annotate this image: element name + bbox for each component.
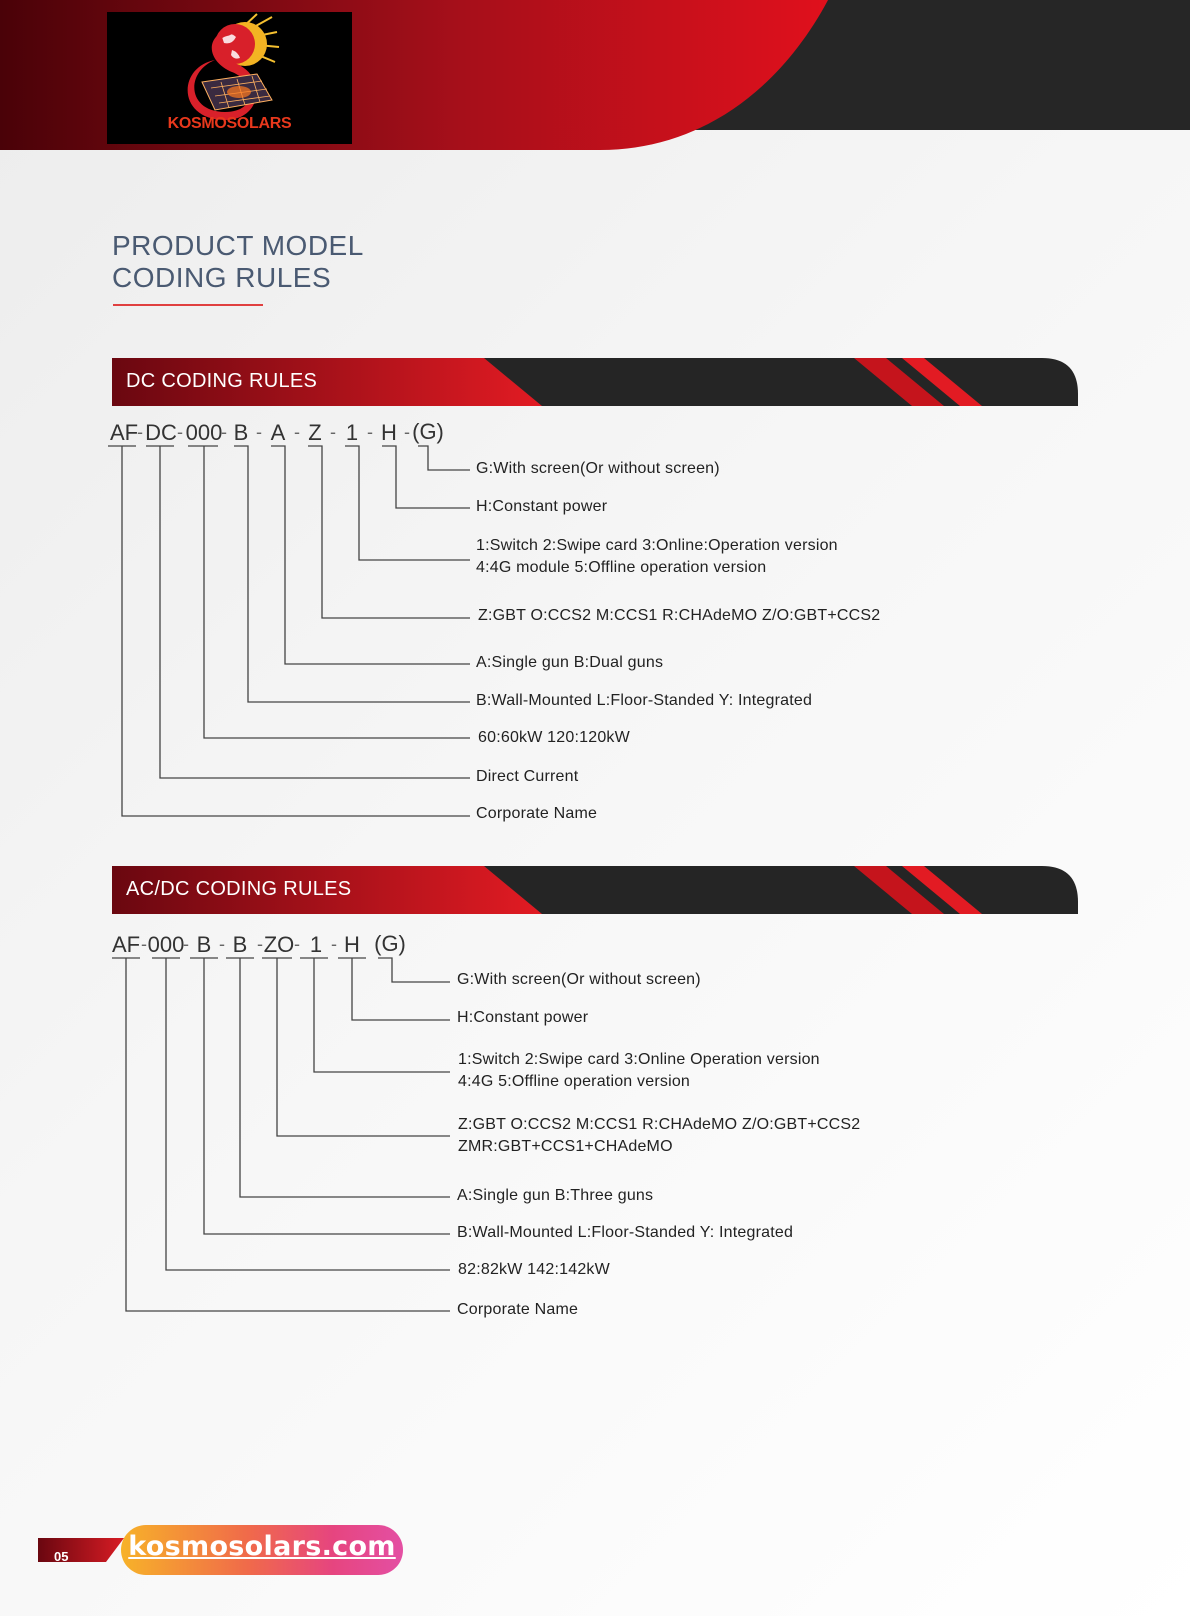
acdc-desc-screen: G:With screen(Or without screen) [457, 971, 701, 988]
acdc-segment-screen: (G) [374, 931, 406, 956]
acdc-separator: - [183, 934, 189, 954]
dc-banner-label: DC CODING RULES [126, 370, 318, 392]
dc-separator: - [137, 422, 143, 442]
acdc-segment-power: 000 [147, 932, 185, 957]
acdc-desc-version: 1:Switch 2:Swipe card 3:Online Operation version 4:4G 5:Offline operation version [458, 1051, 820, 1090]
acdc-line-1 [300, 958, 450, 1072]
acdc-separator: - [257, 934, 263, 954]
page-title: PRODUCT MODEL CODING RULES [112, 230, 364, 293]
acdc-separator: - [141, 934, 147, 954]
acdc-desc-standard: Z:GBT O:CCS2 M:CCS1 R:CHAdeMO Z/O:GBT+CCS2 ZMR:GBT+CCS1+CHAdeMO [458, 1116, 861, 1155]
dc-segment-standard: Z [308, 420, 322, 445]
acdc-separator: - [219, 934, 225, 954]
dc-desc-gun: A:Single gun B:Dual guns [476, 654, 664, 671]
dc-desc-standard: Z:GBT O:CCS2 M:CCS1 R:CHAdeMO Z/O:GBT+CCS2 [478, 607, 881, 624]
acdc-banner-label: AC/DC CODING RULES [126, 878, 352, 900]
acdc-desc-gun: A:Single gun B:Three guns [457, 1187, 654, 1204]
acdc-line-b2 [226, 958, 450, 1197]
website-badge [121, 1525, 403, 1575]
dc-separator: - [177, 422, 183, 442]
dc-separator: - [404, 422, 410, 442]
acdc-desc-constant-power: H:Constant power [457, 1009, 589, 1026]
acdc-segment-standard: ZO [263, 932, 295, 957]
dc-separator: - [256, 422, 262, 442]
acdc-line-af [112, 958, 450, 1311]
acdc-segment-mount: B [196, 932, 212, 957]
dc-segment-screen: (G) [412, 419, 444, 444]
page-number: 05 [54, 1549, 69, 1564]
dc-segment-mount: B [233, 420, 249, 445]
dc-segment-constant-power: H [381, 420, 397, 445]
acdc-line-g [378, 958, 450, 982]
dc-separator: - [221, 422, 227, 442]
acdc-desc-corporate: Corporate Name [457, 1301, 579, 1318]
brand-name: KOSMOSOLARS [167, 115, 292, 132]
dc-segment-power: 000 [185, 420, 223, 445]
acdc-segment-af: AF [111, 932, 141, 957]
acdc-separator: - [294, 934, 300, 954]
dc-segment-af: AF [109, 420, 139, 445]
acdc-segment-constant-power: H [344, 932, 360, 957]
dc-desc-version: 1:Switch 2:Swipe card 3:Online:Operation version 4:4G module 5:Offline operation version [476, 537, 838, 576]
acdc-segment-gun: B [232, 932, 248, 957]
dc-desc-screen: G:With screen(Or without screen) [476, 460, 720, 477]
dc-segment-gun: A [270, 420, 286, 445]
page-number-tab [38, 1538, 128, 1562]
dc-desc-corporate: Corporate Name [476, 805, 598, 822]
acdc-line-zo [262, 958, 450, 1136]
dc-segment-dc: DC [145, 420, 177, 445]
dc-desc-mount: B:Wall-Mounted L:Floor-Standed Y: Integrated [476, 692, 813, 709]
dc-desc-constant-power: H:Constant power [476, 498, 608, 515]
acdc-line-000 [152, 958, 450, 1270]
dc-separator: - [367, 422, 373, 442]
dc-segment-version: 1 [345, 420, 359, 445]
dc-desc-power: 60:60kW 120:120kW [478, 729, 630, 746]
acdc-segment-version: 1 [309, 932, 323, 957]
website-link[interactable]: kosmosolars.com [128, 1531, 396, 1562]
dc-separator: - [294, 422, 300, 442]
acdc-separator: - [331, 934, 337, 954]
dc-desc-current: Direct Current [476, 768, 579, 785]
acdc-line-h [338, 958, 450, 1020]
acdc-line-b1 [190, 958, 450, 1234]
acdc-desc-mount: B:Wall-Mounted L:Floor-Standed Y: Integrated [457, 1224, 794, 1241]
dc-separator: - [330, 422, 336, 442]
acdc-desc-power: 82:82kW 142:142kW [458, 1261, 610, 1278]
